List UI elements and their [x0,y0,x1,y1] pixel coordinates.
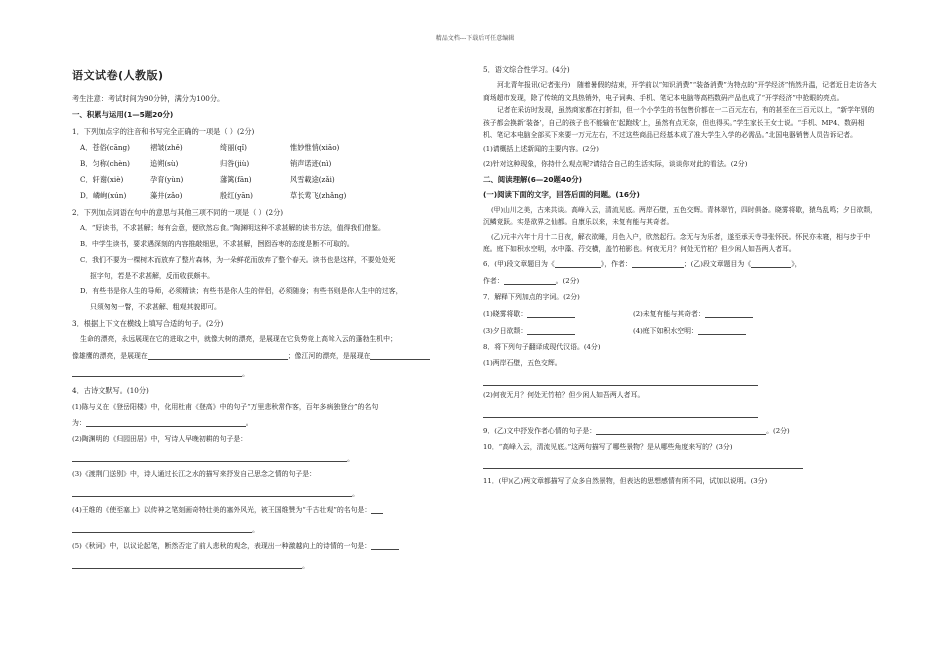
answer-blank[interactable] [483,378,758,386]
section-2-heading: 二、阅读理解(6—20题40分) [483,174,582,184]
answer-blank[interactable] [72,525,252,533]
option-cell: D．嶙峋(xún) [80,191,127,201]
q3-line1: 生命的漂亮，永远展现在它的进取之中，就像大树的漂亮，是展现在它负势竞上高耸入云的蓬勃生机中； [80,335,397,344]
q7-item-3 [483,327,633,335]
q8-item-2-blank-line [483,410,878,418]
q7-item-2 [633,310,753,318]
answer-blank[interactable] [72,561,302,569]
question-9 [483,427,878,435]
q7-item-2-text: (2)未复有能与其奇者： [633,309,705,318]
q7-row-2 [483,327,878,335]
q7-item-3-text: (3)夕日欲颓： [483,326,528,335]
q1-option-row [72,176,467,183]
q6-text-b: 》，作者： [600,259,632,268]
q1-option-row [72,144,467,151]
answer-blank[interactable] [86,419,246,427]
q1-options [72,144,467,200]
option-cell: 孕育(yùn) [150,175,184,185]
q4-item5-blank-line [72,561,467,569]
q2-option-d-line2: 只须匆匆一瞥，不求甚解、粗观其貌即可。 [90,303,221,312]
q1-option-row [72,192,467,199]
q4-item1-line2 [72,419,467,427]
period: 。 [242,369,250,379]
answer-blank[interactable] [596,427,766,435]
q6-text-a: 6．(甲)段文章题目为《 [483,259,555,268]
q4-item2: (2)陶渊明的《归园田居》中，写诗人早晚初耕的句子是： [72,435,248,444]
option-cell: 藩篱(fān) [220,175,252,185]
q1-option-row [72,160,467,167]
period: 。 [347,454,355,464]
option-cell: 追朔(sù) [150,159,179,169]
answer-blank[interactable] [555,260,601,268]
q2-option-b: B．中学生读书，要求遇深刻的内容推敲细思，不求甚解，囫囵吞枣的态度是断不可取的。 [80,239,354,248]
question-4: 4．古诗文默写。(10分) [72,386,149,396]
q7-row-1 [483,310,878,318]
page-header-note: 精品文档---下载后可任意编辑 [435,35,515,42]
answer-blank[interactable] [527,327,575,335]
q8-item-1-blank-line [483,378,878,386]
right-column [483,66,878,485]
period: 。 [352,489,360,499]
question-6-line2 [483,277,878,285]
q6-text-c: ；(乙)段文章题目为《 [683,259,752,268]
question-3: 3．根据上下文在横线上填写合适的句子。(2分) [72,319,224,329]
answer-blank[interactable] [72,454,347,462]
answer-blank[interactable] [371,506,383,514]
question-7: 7．解释下列加点的字词。(2分) [483,292,580,301]
passage-yi: (乙)元丰六年十月十二日夜，解衣欲睡，月色入户，欣然起行。念无与为乐者，遂至承天寺寻张怀民。怀民亦未寝，相与步于中庭。庭下如积水空明，水中藻、荇交横，盖竹柏影也。何夜无月？何处无竹柏？但少闲人如吾两人者耳。 [483,232,871,254]
answer-blank[interactable] [148,352,288,360]
q4-item4 [72,506,467,514]
answer-blank[interactable] [698,327,746,335]
option-cell: 殷红(yān) [220,191,253,201]
option-cell: 风雪載途(zǎi) [290,175,335,185]
answer-blank[interactable] [632,260,684,268]
q7-item-4-text: (4)庭下如积水空明： [633,326,698,335]
q6-text-d: 》， [791,259,802,268]
q3-line3 [72,369,467,377]
q9-text-a: 9．(乙)文中抒发作者心情的句子是： [483,426,597,435]
q3-line2b-text: ；像江河的漂亮，是展现在 [287,352,371,361]
q5-sub-2: (2)针对这种现象，你持什么观点呢?请结合自己的生活实际，谈谈你对此的看法。(2分) [483,159,748,168]
q4-item1-prefix: 为： [72,419,86,428]
answer-blank[interactable] [370,352,430,360]
q4-item2-blank-line [72,454,467,462]
answer-blank[interactable] [504,277,556,285]
answer-blank[interactable] [705,310,753,318]
answer-blank[interactable] [72,489,352,497]
q10-blank-line [483,461,878,469]
reading-1-heading: (一)阅读下面的文字，回答后面的问题。(16分) [483,190,640,200]
answer-blank[interactable] [72,369,242,377]
q4-item1-line1: (1)陈与义在《登岳阳楼》中，化用杜甫《登高》中的句子“万里悲秋常作客，百年多病独登台”的名句 [72,402,379,411]
option-cell: 草长莺飞(zhǎng) [290,191,347,201]
q6-text-f: 。(2分) [555,276,580,285]
q5-news-paragraph-1: 河北青年报讯(记者张丹) 随着暑假的结束，开学前以“知识消费”“装备消费”为特点的“开学经济”悄然升温，记者近日走访各大商场超市发现，除了传统的文具热销外，电子词典、手机、笔记本电脑等高档数码产品也成了“开学经济”中抢眼的亮点。 [483,81,877,102]
option-cell: C．轩谢(xiè) [80,175,124,185]
q4-item4-text: (4)王维的《使至塞上》以传神之笔刻画奇特壮美的塞外风光，被王国维赞为“千古壮观”的名句是： [72,506,372,515]
q4-item3: (3)《渡荆门送别》中，诗人通过长江之水的描写来抒发自己思念之情的句子是： [72,470,317,479]
q7-item-4 [633,327,746,335]
q5-sub-1: (1)请概括上述新闻的主要内容。(2分) [483,145,599,154]
q4-item5 [72,542,467,550]
answer-blank[interactable] [483,410,758,418]
question-1: 1．下列加点字的注音和书写完全正确的一项是（ ）(2分) [72,126,255,136]
q9-text-b: 。(2分) [766,426,790,435]
passage-jia: (甲)山川之美，古来共谈。高峰入云，清流见底。两岸石壁，五色交辉。青林翠竹，四时俱备。晓雾将歇，猿鸟乱鸣；夕日欲颓，沉鳞竞跃。实是欲界之仙都。自康乐以来，未复有能与其奇者。 [483,205,877,227]
q6-text-e: 作者： [483,276,504,285]
answer-blank[interactable] [527,310,575,318]
option-cell: 销声诺迹(nì) [290,159,332,169]
section-1-heading: 一、积累与运用(1—5题20分) [72,110,174,120]
answer-blank[interactable] [751,260,791,268]
question-6-line1 [483,260,878,268]
answer-blank[interactable] [371,542,399,550]
question-10: 10．“高峰入云，清流见底。”这两句描写了哪些景物？是从哪些角度来写的？(3分) [483,442,733,451]
exam-notice: 考生注意：考试时间为90分钟，满分为100分。 [72,94,225,103]
period: 。 [302,561,310,571]
q3-line2-text: 像雄鹰的漂亮，是展现在 [72,352,148,361]
q4-item3-blank-line [72,489,467,497]
option-cell: A．苍俗(cāng) [80,142,130,152]
question-11: 11．(甲)(乙)两文章都描写了众多自然景物，但表达的思想感情有所不同，试加以说明。(3分) [483,477,768,486]
question-5: 5．语文综合性学习。(4分) [483,65,570,74]
q2-option-c-line2: 抠字句，若是不求甚解，反而收获颇丰。 [90,271,215,280]
q4-item5-text: (5)《秋词》中，以议论起笔，断然否定了前人悲秋的观念，表现出一种激越向上的诗情的一句是： [72,542,372,551]
option-cell: 惟妙惟悄(xiāo) [290,142,340,152]
q4-item4-blank-line [72,525,467,533]
q8-item-1: (1)两岸石壁，五色交辉。 [483,358,562,367]
period: 。 [245,419,253,428]
q8-item-2: (2)何夜无月？何处无竹柏？但少闲人如吾两人者耳。 [483,390,645,399]
q2-option-a: A．“好读书，不求甚解；每有会意，便欣然忘食。”陶渊明这种不求甚解的读书方法，值得我们借鉴。 [80,223,385,232]
answer-blank[interactable] [483,461,803,469]
period: 。 [252,525,260,535]
option-cell: B．匀称(chèn) [80,159,130,169]
q2-option-c-line1: C．我们不要为一棵树木而放弃了整片森林，为一朵鲜花而放弃了整个春天。读书也是这样，不要处处死 [80,255,396,264]
question-2: 2．下列加点词语在句中的意思与其他三项不同的一项是（ ）(2分) [72,207,284,217]
q7-item-1 [483,310,633,318]
left-column [72,66,467,569]
option-cell: 藻井(zǎo) [150,191,183,201]
q7-item-1-text: (1)晓雾将歇： [483,309,528,318]
q2-option-d-line1: D．有些书是你人生的导师，必须精读；有些书是你人生的伴侣，必须随身；有些书则是你人生中的过客， [80,287,403,296]
q3-line2 [72,352,467,360]
option-cell: 归咎(jiù) [220,159,250,169]
option-cell: 绮丽(qǐ) [220,142,247,152]
q5-news-paragraph-2: 记者在采访时发现，虽然商家都在打折扣，但一个小学生的书包售价都在一二百元左右，有的甚至在三百元以上，“新学年别的孩子都会换新‘装备’，自己的孩子也不能输在‘起跑线’上，虽然有点无奈，但也得买。”学生家长王女士说。“手机、MP4、数码相机、笔记本电脑全部买下来要一万元左右，不过这些商品已经基本成了准大学生入学的必需品。”北国电器销售人员告诉记者。 [483,106,875,140]
question-8: 8．将下列句子翻译成现代汉语。(4分) [483,342,601,351]
option-cell: 褶皱(zhě) [150,142,183,152]
exam-title: 语文试卷(人教版) [72,69,164,82]
